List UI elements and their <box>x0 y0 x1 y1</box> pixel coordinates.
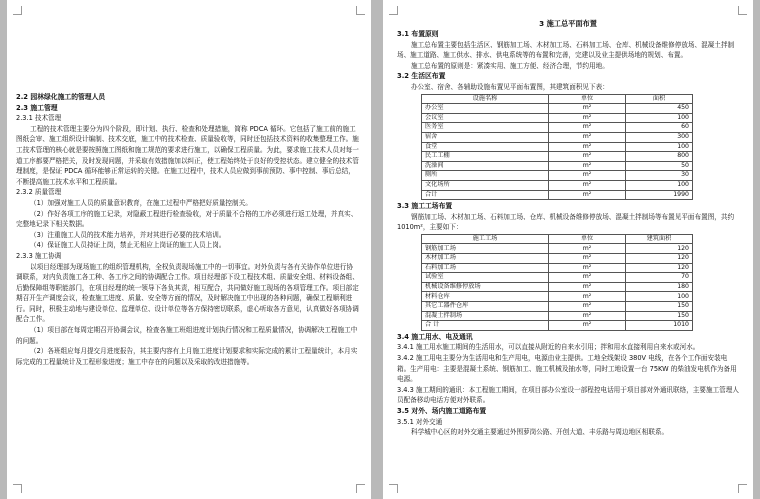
table-row <box>422 161 693 171</box>
table-row <box>422 171 693 181</box>
cell-name: 办公室 <box>422 104 549 114</box>
left-page <box>7 0 371 499</box>
table-row <box>422 190 693 200</box>
cell-value: 100 <box>626 292 693 302</box>
table-row <box>422 254 693 264</box>
heading-2-3: 2.3 施工管理 <box>16 103 58 112</box>
cell-name: 会议室 <box>422 113 549 123</box>
cell-value: 150 <box>626 302 693 312</box>
paragraph-coordination: 以项目经理部为现场施工的组织管理机构，全权负责现场施工中的一切事宜。对外负责与各有关协作单位进行协调联系，对内负责施工各工种、各工序之间的协调配合工作。项目经理部下设工程技术组、质量安全组、材料设备组、后勤保障组等职能部门，在项目经理的统一领导下各负其责，相互配合，共同做好施工现场的各项管理工作。项目部定期召开生产调度会议，检查施工进度、质量、安全等方面的情况，及时解决施工中出现的各种问题，确保工程顺利进行。同时，积极主动地与建设单位、监理单位、设计单位等各方保持密切联系，虚心听取各方意见，认真做好各项协调配合工作。 <box>16 262 359 324</box>
cell-unit: m² <box>549 254 626 264</box>
cell-value: 30 <box>626 171 693 181</box>
crop-mark <box>738 6 747 15</box>
table-row <box>422 321 693 331</box>
column-header-workshop: 施工工场 <box>422 234 549 244</box>
quality-item-1: （1）加强对施工人员的质量意识教育，在施工过程中严格把好质量控制关。 <box>30 198 252 207</box>
cell-name: 木材加工场 <box>422 254 549 264</box>
table-header-row <box>422 94 693 104</box>
cell-name: 宿舍 <box>422 132 549 142</box>
paragraph-power: 3.4.2 施工用电主要分为生活用电和生产用电，电源由业主提供。工地全线架设 380V 电线，在各个工作面安装电箱。生产用电：主要是混凝土系统、钢筋加工、施工机械及抽水等，同时工地设置一台 75KW 的柴油发电机作为备用电源。 <box>397 354 737 384</box>
column-header-building-area: 建筑面积 <box>626 234 693 244</box>
paragraph-layout-scope: 施工总布置主要包括生活区、钢筋加工场、木材加工场、石料加工场、仓库、机械设备维修停放场、混凝土拌制场、施工道路、施工供水、排水、供电系统等的布置和完善，完建以及业主提供场地的规划、布置。 <box>397 40 735 60</box>
table-row <box>422 302 693 312</box>
cell-value: 120 <box>626 244 693 254</box>
cell-unit: m² <box>549 190 626 200</box>
table-row <box>422 123 693 133</box>
cell-unit: m² <box>549 180 626 190</box>
quality-item-4: （4）保证施工人员持证上岗，禁止无相应上岗证的施工人员上岗。 <box>30 241 226 250</box>
crop-mark <box>389 484 398 493</box>
heading-2-3-2: 2.3.2 质量管理 <box>16 188 62 197</box>
cell-value: 100 <box>626 113 693 123</box>
heading-3-5: 3.5 对外、场内施工道路布置 <box>397 406 487 415</box>
workshop-table-wrap <box>397 234 739 331</box>
paragraph-living-area: 办公室、宿舍、各辅助设施布置见平面布置图，其建筑面积见下表： <box>411 82 609 91</box>
paragraph-workshops: 钢筋加工场、木材加工场、石料加工场、仓库、机械设备维修停放场、混凝土拌制场等布置见平面布置图，共约 1010m²，主要如下： <box>397 212 735 232</box>
paragraph-communication: 3.4.3 施工期间的通讯：本工程施工期间，在项目部办公室设一部程控电话用于项目部对外通讯联络，主要施工管理人员配备移动电话方便对外联系。 <box>397 385 739 405</box>
coordination-item-2: （2）各班组应每月提交月进度报告，其主要内容有上月施工进度计划要求和实际完成的累计工程量统计，本月实际完成的工程量统计及工程形象进度；施工中存在的问题以及采取的改进措施等。 <box>16 347 358 366</box>
cell-value: 50 <box>626 161 693 171</box>
cell-name: 石料加工场 <box>422 263 549 273</box>
cell-name: 材料仓库 <box>422 292 549 302</box>
table-row <box>422 292 693 302</box>
workshop-table <box>421 234 693 331</box>
paragraph-external-traffic: 科学城中心区的对外交通主要通过外围萝岗公路、开创大道、丰乐路与周边地区相联系。 <box>411 428 669 437</box>
cell-unit: m² <box>549 244 626 254</box>
table-row <box>422 132 693 142</box>
crop-mark <box>13 484 22 493</box>
cell-value: 120 <box>626 254 693 264</box>
table-row <box>422 273 693 283</box>
paragraph-technical-management: 工程的技术管理主要分为四个阶段，即计划、执行、检查和处理措施，简称 PDCA 循环。它包括了施工前的施工图纸会审、施工组织设计编制、技术交底，施工中的技术检查、质量验收等，同时还包括技术资料的收集整理工作。施工技术管理的核心就是要按照施工图纸和施工规范的要求进行施工，以确保工程质量。为此，要求施工技术人员对每一道工序都要严格把关，及时发现问题，并采取有效措施加以纠正，使工程始终处于良好的受控状态。建立健全的技术管理制度，是保证 PDCA 循环能够正常运转的关键。在施工过程中，技术人员应做到事前预防、事中控制、事后总结，不断提高施工技术水平和工程质量。 <box>16 124 359 186</box>
cell-unit: m² <box>549 321 626 331</box>
cell-name: 厕所 <box>422 171 549 181</box>
cell-value: 180 <box>626 282 693 292</box>
cell-name: 钢筋加工场 <box>422 244 549 254</box>
cell-unit: m² <box>549 273 626 283</box>
coordination-item-1: （1）项目部在每周定期召开协调会议，检查各施工班组进度计划执行情况和工程质量情况，协调解决工程施工中的问题。 <box>16 326 358 345</box>
cell-name: 民工工棚 <box>422 152 549 162</box>
cell-unit: m² <box>549 311 626 321</box>
crop-mark <box>389 6 398 15</box>
right-page-content <box>397 18 739 438</box>
table-row <box>422 113 693 123</box>
column-header-area: 面积 <box>626 94 693 104</box>
cell-value: 1010 <box>626 321 693 331</box>
cell-unit: m² <box>549 292 626 302</box>
cell-name: 试验室 <box>422 273 549 283</box>
cell-unit: m² <box>549 171 626 181</box>
cell-value: 120 <box>626 263 693 273</box>
cell-unit: m² <box>549 282 626 292</box>
right-page <box>383 0 753 499</box>
cell-unit: m² <box>549 263 626 273</box>
cell-value: 60 <box>626 123 693 133</box>
heading-3-5-1: 3.5.1 对外交通 <box>397 417 443 426</box>
table-row <box>422 311 693 321</box>
cell-name: 食堂 <box>422 142 549 152</box>
cell-name: 其它工器件仓库 <box>422 302 549 312</box>
column-header-unit: 单位 <box>549 234 626 244</box>
heading-2-3-3: 2.3.3 施工协调 <box>16 251 62 260</box>
crop-mark <box>356 6 365 15</box>
cell-unit: m² <box>549 302 626 312</box>
left-page-content <box>16 92 359 367</box>
cell-name: 合计 <box>422 190 549 200</box>
table-row <box>422 282 693 292</box>
cell-name: 医务室 <box>422 123 549 133</box>
living-area-table-wrap <box>397 94 739 201</box>
column-header-unit: 单位 <box>549 94 626 104</box>
crop-mark <box>13 6 22 15</box>
table-row <box>422 142 693 152</box>
cell-value: 100 <box>626 180 693 190</box>
cell-name: 洗澡间 <box>422 161 549 171</box>
cell-unit: m² <box>549 113 626 123</box>
quality-item-2: （2）作好各项工序的施工记录，对隐蔽工程进行检查验收，对于质量不合格的工序必须进行返工处理，并真实、完整地记录下相关数据。 <box>16 209 358 229</box>
cell-value: 150 <box>626 311 693 321</box>
quality-item-3: （3）注重施工人员的技术能力培养，并对其进行必要的技术培训。 <box>30 230 226 239</box>
heading-3-4: 3.4 施工用水、电及通讯 <box>397 332 473 341</box>
cell-value: 70 <box>626 273 693 283</box>
table-row <box>422 180 693 190</box>
living-area-table <box>421 94 693 201</box>
cell-value: 300 <box>626 132 693 142</box>
cell-value: 450 <box>626 104 693 114</box>
chapter-title: 3 施工总平面布置 <box>539 19 597 28</box>
table-row <box>422 244 693 254</box>
heading-3-2: 3.2 生活区布置 <box>397 72 446 81</box>
column-header-facility: 设施名称 <box>422 94 549 104</box>
paragraph-water: 3.4.1 施工用水施工期间的生活用水，可以直接从附近的自来水引用；拌和用水直接利用自来水或河水。 <box>397 343 700 352</box>
paragraph-layout-principle: 施工总布置的原则是：紧凑实用、施工方便、经济合理，节约用地。 <box>411 61 609 70</box>
cell-value: 100 <box>626 142 693 152</box>
cell-unit: m² <box>549 123 626 133</box>
crop-mark <box>356 484 365 493</box>
heading-3-1: 3.1 布置原则 <box>397 30 439 38</box>
cell-name: 混凝土拌制场 <box>422 311 549 321</box>
table-header-row <box>422 234 693 244</box>
crop-mark <box>738 484 747 493</box>
table-row <box>422 104 693 114</box>
table-row <box>422 263 693 273</box>
cell-unit: m² <box>549 142 626 152</box>
cell-value: 1990 <box>626 190 693 200</box>
cell-unit: m² <box>549 132 626 142</box>
cell-unit: m² <box>549 152 626 162</box>
cell-unit: m² <box>549 161 626 171</box>
cell-value: 800 <box>626 152 693 162</box>
cell-name: 文化场所 <box>422 180 549 190</box>
cell-name: 机械设备维修停放场 <box>422 282 549 292</box>
cell-unit: m² <box>549 104 626 114</box>
heading-3-3: 3.3 施工工场布置 <box>397 202 453 211</box>
cell-name: 合 计 <box>422 321 549 331</box>
heading-2-2: 2.2 园林绿化施工的管理人员 <box>16 93 106 101</box>
heading-2-3-1: 2.3.1 技术管理 <box>16 114 62 123</box>
table-row <box>422 152 693 162</box>
